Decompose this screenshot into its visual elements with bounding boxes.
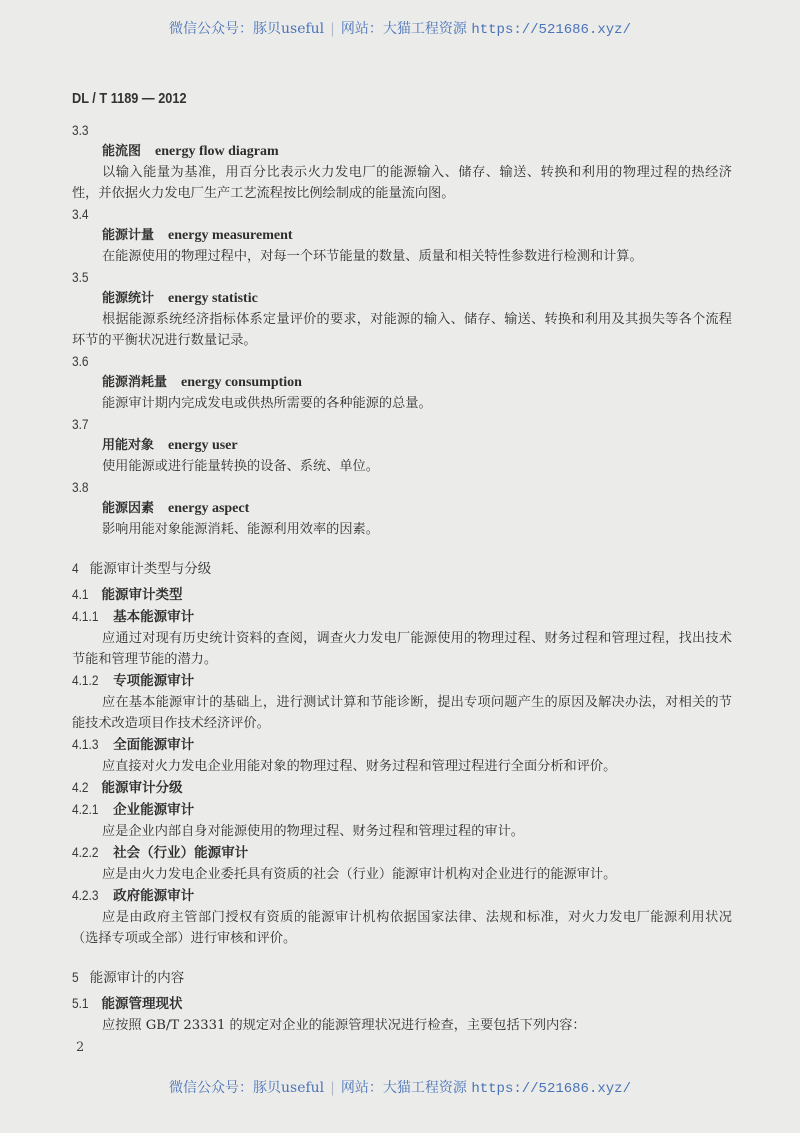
clause-number: 3.6 xyxy=(72,353,89,369)
term-heading xyxy=(72,288,732,309)
clause-number: 3.4 xyxy=(72,206,89,222)
clause-number: 3.8 xyxy=(72,479,89,495)
subsection-title: 能源审计分级 xyxy=(101,780,183,796)
term-en: energy flow diagram xyxy=(155,144,279,159)
subsection-heading xyxy=(72,584,732,606)
watermark-site: 网站：大猫工程资源 xyxy=(340,1080,467,1096)
section-title: 能源审计类型与分级 xyxy=(89,561,212,577)
paragraph: 应在基本能源审计的基础上，进行测试计算和节能诊断，提出专项问题产生的原因及解决办法，对相关的节能技术改造项目作技术经济评价。 xyxy=(72,695,732,731)
subsection-heading xyxy=(72,842,732,864)
subsection-number: 5.1 xyxy=(72,995,89,1011)
term-definition: 根据能源系统经济指标体系定量评价的要求，对能源的输入、储存、输送、转换和利用及其损失等各个流程环节的平衡状况进行数量记录。 xyxy=(72,312,732,348)
subsection-heading xyxy=(72,777,732,799)
term-en: energy consumption xyxy=(181,375,302,390)
subsection-title: 基本能源审计 xyxy=(113,609,195,625)
paragraph: 应是企业内部自身对能源使用的物理过程、财务过程和管理过程的审计。 xyxy=(102,824,524,839)
subsection-heading xyxy=(72,885,732,907)
term-definition: 能源审计期内完成发电或供热所需要的各种能源的总量。 xyxy=(102,396,432,411)
subsection-title: 专项能源审计 xyxy=(113,673,195,689)
clause-number: 3.3 xyxy=(72,122,89,138)
watermark-url[interactable]: https://521686.xyz/ xyxy=(471,22,631,38)
standard-code: DL / T 1189 — 2012 xyxy=(72,90,187,107)
subsection-title: 政府能源审计 xyxy=(113,888,195,904)
watermark-top xyxy=(0,18,800,38)
subsection-title: 社会（行业）能源审计 xyxy=(113,845,249,861)
watermark-separator: | xyxy=(330,21,335,37)
term-heading xyxy=(72,141,732,162)
subsection-number: 4.1.2 xyxy=(72,672,99,688)
term-definition: 影响用能对象能源消耗、能源利用效率的因素。 xyxy=(102,522,379,537)
term-cn: 能源因素 xyxy=(102,501,155,516)
term-cn: 用能对象 xyxy=(102,438,155,453)
term-en: energy statistic xyxy=(168,291,258,306)
subsection-number: 4.2.3 xyxy=(72,887,99,903)
term-en: energy measurement xyxy=(168,228,293,243)
section-number: 5 xyxy=(72,969,79,985)
term-definition: 在能源使用的物理过程中，对每一个环节能量的数量、质量和相关特性参数进行检测和计算。 xyxy=(102,249,643,264)
subsection-number: 4.2.1 xyxy=(72,801,99,817)
section-heading xyxy=(72,967,732,989)
paragraph: 应是由火力发电企业委托具有资质的社会（行业）能源审计机构对企业进行的能源审计。 xyxy=(102,867,617,882)
paragraph: 应通过对现有历史统计资料的查阅，调查火力发电厂能源使用的物理过程、财务过程和管理过程，找出技术节能和管理节能的潜力。 xyxy=(72,631,732,667)
term-heading xyxy=(72,372,732,393)
term-definition: 使用能源或进行能量转换的设备、系统、单位。 xyxy=(102,459,379,474)
watermark-separator: | xyxy=(330,1080,335,1096)
term-cn: 能源计量 xyxy=(102,228,155,243)
term-cn: 能流图 xyxy=(102,144,142,159)
term-cn: 能源统计 xyxy=(102,291,155,306)
subsection-title: 能源审计类型 xyxy=(101,587,183,603)
watermark-wechat: 微信公众号：豚贝useful xyxy=(169,1080,325,1096)
section-heading xyxy=(72,558,732,580)
paragraph: 应直接对火力发电企业用能对象的物理过程、财务过程和管理过程进行全面分析和评价。 xyxy=(102,759,617,774)
page-number: 2 xyxy=(76,1040,85,1055)
paragraph: 应是由政府主管部门授权有资质的能源审计机构依据国家法律、法规和标准，对火力发电厂能源利用状况（选择专项或全部）进行审核和评价。 xyxy=(72,910,732,946)
subsection-number: 4.2 xyxy=(72,779,89,795)
watermark-wechat: 微信公众号：豚贝useful xyxy=(169,21,325,37)
subsection-heading xyxy=(72,670,732,692)
term-en: energy user xyxy=(168,438,238,453)
subsection-title: 企业能源审计 xyxy=(113,802,195,818)
subsection-number: 4.1 xyxy=(72,586,89,602)
clause-number: 3.5 xyxy=(72,269,89,285)
term-heading xyxy=(72,498,732,519)
term-heading xyxy=(72,225,732,246)
clause-number: 3.7 xyxy=(72,416,89,432)
paragraph: 应按照 GB/T 23331 的规定对企业的能源管理状况进行检查，主要包括下列内容： xyxy=(102,1018,586,1033)
subsection-heading xyxy=(72,606,732,628)
watermark-site: 网站：大猫工程资源 xyxy=(340,21,467,37)
subsection-title: 能源管理现状 xyxy=(101,996,183,1012)
term-cn: 能源消耗量 xyxy=(102,375,168,390)
subsection-number: 4.2.2 xyxy=(72,844,99,860)
subsection-heading xyxy=(72,734,732,756)
watermark-url[interactable]: https://521686.xyz/ xyxy=(471,1081,631,1097)
watermark-bottom xyxy=(0,1077,800,1097)
subsection-number: 4.1.3 xyxy=(72,736,99,752)
term-en: energy aspect xyxy=(168,501,250,516)
subsection-number: 4.1.1 xyxy=(72,608,99,624)
term-heading xyxy=(72,435,732,456)
subsection-title: 全面能源审计 xyxy=(113,737,195,753)
section-number: 4 xyxy=(72,560,79,576)
document-body xyxy=(72,120,732,1036)
subsection-heading xyxy=(72,993,732,1015)
term-definition: 以输入能量为基准，用百分比表示火力发电厂的能源输入、储存、输送、转换和利用的物理过程的热经济性，并依据火力发电厂生产工艺流程按比例绘制成的能量流向图。 xyxy=(72,165,732,201)
subsection-heading xyxy=(72,799,732,821)
section-title: 能源审计的内容 xyxy=(89,970,185,986)
